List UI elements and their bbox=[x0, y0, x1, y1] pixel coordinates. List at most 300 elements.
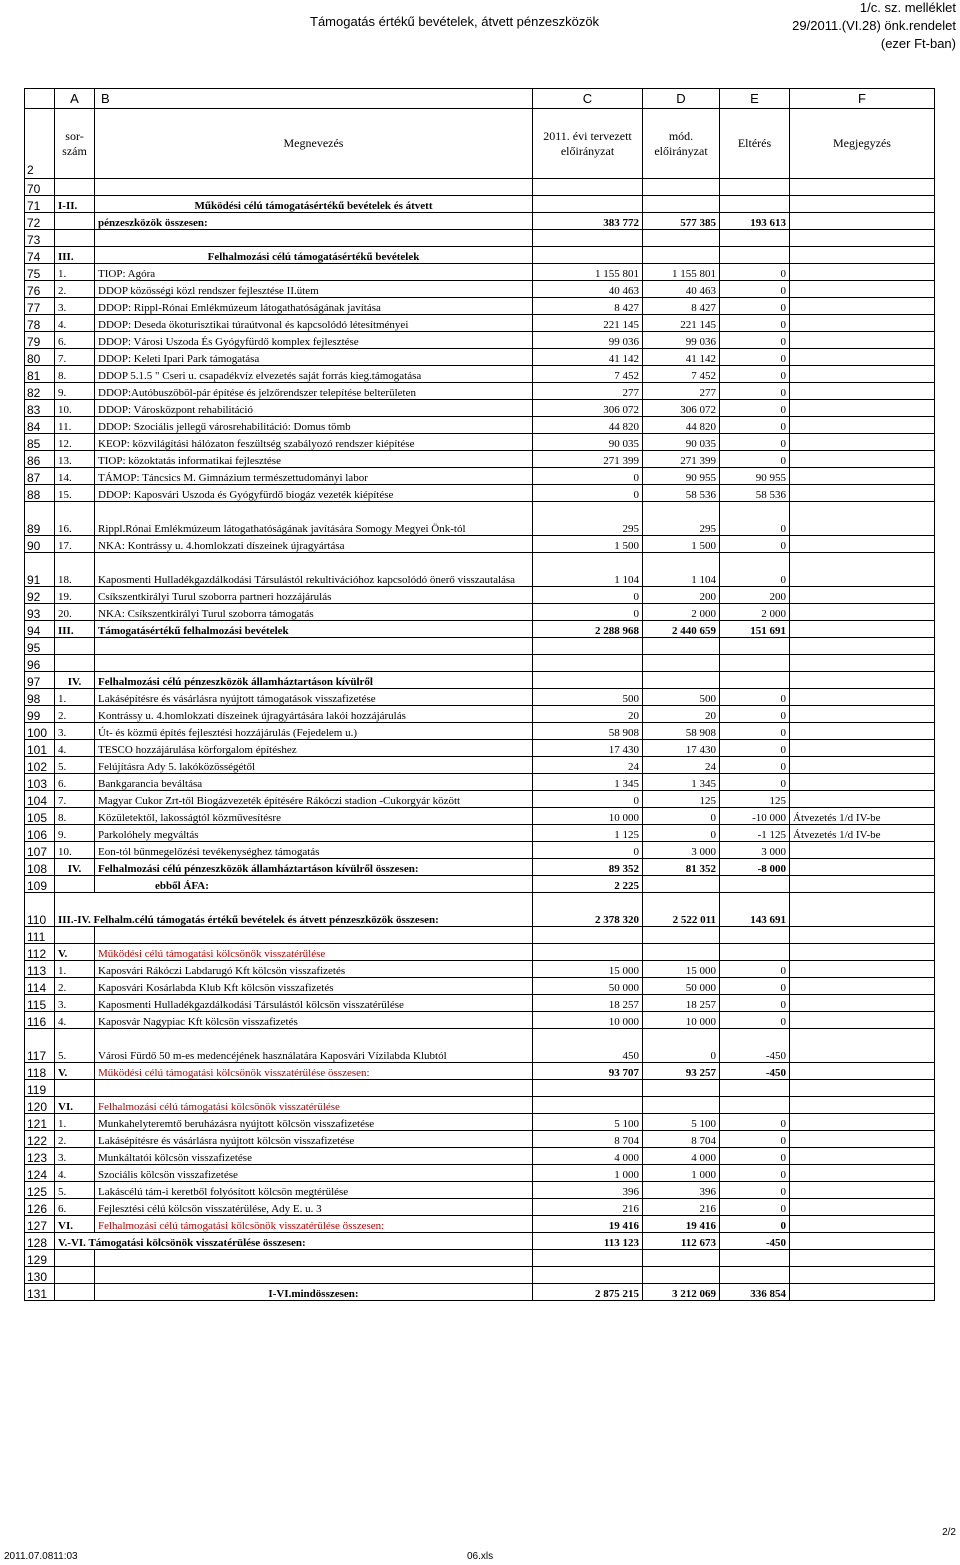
cell-mod: 396 bbox=[643, 1182, 720, 1199]
row-number: 94 bbox=[25, 621, 55, 638]
cell-sorszam: 13. bbox=[55, 451, 95, 468]
cell-mod: 200 bbox=[643, 587, 720, 604]
cell-terv: 0 bbox=[533, 604, 643, 621]
row-number: 100 bbox=[25, 723, 55, 740]
cell-megnevezes: Felhalmozási célú pénzeszközök államháztartáson kívülről bbox=[95, 672, 533, 689]
cell-mod bbox=[643, 1267, 720, 1284]
cell-elteres: 200 bbox=[720, 587, 790, 604]
cell-terv: 18 257 bbox=[533, 995, 643, 1012]
cell-sorszam: V. bbox=[55, 944, 95, 961]
cell-mod: 40 463 bbox=[643, 281, 720, 298]
cell-mod: 17 430 bbox=[643, 740, 720, 757]
cell-terv bbox=[533, 230, 643, 247]
table-row bbox=[25, 451, 935, 468]
cell-megjegyzes bbox=[790, 485, 935, 502]
cell-megnevezes: Kaposmenti Hulladékgazdálkodási Társulástól kölcsön visszatérülése bbox=[95, 995, 533, 1012]
row-number: 115 bbox=[25, 995, 55, 1012]
cell-mod bbox=[643, 230, 720, 247]
table-row bbox=[25, 927, 935, 944]
table-row bbox=[25, 1063, 935, 1080]
cell-sorszam: I-II. bbox=[55, 196, 95, 213]
cell-mod bbox=[643, 1080, 720, 1097]
cell-megnevezes: III.-IV. Felhalm.célú támogatás értékű bevételek és átvett pénzeszközök összesen: bbox=[55, 893, 533, 927]
table-row bbox=[25, 672, 935, 689]
row-number: 2 bbox=[25, 109, 55, 179]
cell-sorszam: 6. bbox=[55, 332, 95, 349]
row-number: 87 bbox=[25, 468, 55, 485]
cell-elteres: 0 bbox=[720, 1182, 790, 1199]
cell-megjegyzes bbox=[790, 1199, 935, 1216]
cell-sorszam: 1. bbox=[55, 689, 95, 706]
cell-sorszam: 2. bbox=[55, 706, 95, 723]
row-number: 120 bbox=[25, 1097, 55, 1114]
cell-elteres: 143 691 bbox=[720, 893, 790, 927]
cell-megjegyzes bbox=[790, 978, 935, 995]
cell-terv: 295 bbox=[533, 502, 643, 536]
row-number: 93 bbox=[25, 604, 55, 621]
table-row bbox=[25, 1233, 935, 1250]
cell-mod bbox=[643, 179, 720, 196]
cell-mod: 5 100 bbox=[643, 1114, 720, 1131]
table-row bbox=[25, 230, 935, 247]
cell-mod: 8 704 bbox=[643, 1131, 720, 1148]
cell-elteres: 0 bbox=[720, 1012, 790, 1029]
cell-megjegyzes bbox=[790, 315, 935, 332]
cell-elteres bbox=[720, 876, 790, 893]
cell-mod: 10 000 bbox=[643, 1012, 720, 1029]
table-row bbox=[25, 621, 935, 638]
cell-terv: 10 000 bbox=[533, 808, 643, 825]
cell-elteres bbox=[720, 638, 790, 655]
cell-terv: 396 bbox=[533, 1182, 643, 1199]
cell-terv: 0 bbox=[533, 791, 643, 808]
table-row bbox=[25, 315, 935, 332]
cell-mod: 0 bbox=[643, 1029, 720, 1063]
cell-mod: 15 000 bbox=[643, 961, 720, 978]
cell-mod bbox=[643, 247, 720, 264]
cell-mod: 3 212 069 bbox=[643, 1284, 720, 1301]
cell-sorszam: 3. bbox=[55, 995, 95, 1012]
table-row bbox=[25, 1182, 935, 1199]
row-number: 71 bbox=[25, 196, 55, 213]
cell-terv: 0 bbox=[533, 842, 643, 859]
cell-elteres bbox=[720, 655, 790, 672]
cell-megnevezes bbox=[95, 927, 533, 944]
row-number: 117 bbox=[25, 1029, 55, 1063]
cell-mod: 4 000 bbox=[643, 1148, 720, 1165]
cell-megnevezes: Bankgarancia beváltása bbox=[95, 774, 533, 791]
cell-mod: 8 427 bbox=[643, 298, 720, 315]
cell-megjegyzes bbox=[790, 1131, 935, 1148]
cell-megjegyzes bbox=[790, 281, 935, 298]
cell-terv: 1 000 bbox=[533, 1165, 643, 1182]
table-row bbox=[25, 400, 935, 417]
cell-megnevezes: Lakásépítésre és vásárlásra nyújtott támogatások visszafizetése bbox=[95, 689, 533, 706]
cell-megjegyzes bbox=[790, 893, 935, 927]
cell-sorszam bbox=[55, 1250, 95, 1267]
cell-megnevezes: Kontrássy u. 4.homlokzati díszeinek újragyártására lakói hozzájárulás bbox=[95, 706, 533, 723]
cell-elteres bbox=[720, 944, 790, 961]
cell-megnevezes: DDOP: Rippl-Rónai Emlékmúzeum látogathatóságának javítása bbox=[95, 298, 533, 315]
cell-mod: 125 bbox=[643, 791, 720, 808]
cell-terv bbox=[533, 655, 643, 672]
cell-terv bbox=[533, 179, 643, 196]
cell-megjegyzes bbox=[790, 196, 935, 213]
row-number: 121 bbox=[25, 1114, 55, 1131]
cell-megnevezes: Felhalmozási célú támogatási kölcsönök visszatérülése bbox=[95, 1097, 533, 1114]
cell-megjegyzes bbox=[790, 995, 935, 1012]
cell-megjegyzes bbox=[790, 638, 935, 655]
cell-megjegyzes: Átvezetés 1/d IV-be bbox=[790, 808, 935, 825]
row-number: 86 bbox=[25, 451, 55, 468]
cell-elteres: 0 bbox=[720, 1199, 790, 1216]
cell-elteres: 0 bbox=[720, 417, 790, 434]
cell-terv: 1 104 bbox=[533, 553, 643, 587]
cell-sorszam: 4. bbox=[55, 1012, 95, 1029]
header-terv: 2011. évi tervezett előirányzat bbox=[533, 109, 643, 179]
cell-mod: 2 440 659 bbox=[643, 621, 720, 638]
cell-megjegyzes bbox=[790, 247, 935, 264]
cell-elteres: 0 bbox=[720, 961, 790, 978]
table-row bbox=[25, 638, 935, 655]
row-number: 118 bbox=[25, 1063, 55, 1080]
cell-mod: 20 bbox=[643, 706, 720, 723]
cell-terv bbox=[533, 927, 643, 944]
cell-mod: 41 142 bbox=[643, 349, 720, 366]
cell-elteres: 336 854 bbox=[720, 1284, 790, 1301]
cell-terv: 8 704 bbox=[533, 1131, 643, 1148]
cell-elteres: 0 bbox=[720, 757, 790, 774]
table-row bbox=[25, 1165, 935, 1182]
row-number: 126 bbox=[25, 1199, 55, 1216]
cell-terv: 0 bbox=[533, 468, 643, 485]
header-mod: mód. előirányzat bbox=[643, 109, 720, 179]
cell-megjegyzes bbox=[790, 417, 935, 434]
cell-terv: 4 000 bbox=[533, 1148, 643, 1165]
cell-elteres bbox=[720, 247, 790, 264]
cell-megnevezes bbox=[95, 1080, 533, 1097]
row-number: 82 bbox=[25, 383, 55, 400]
cell-megjegyzes bbox=[790, 298, 935, 315]
cell-sorszam: 5. bbox=[55, 757, 95, 774]
cell-megjegyzes bbox=[790, 179, 935, 196]
cell-megnevezes: DDOP: Kaposvári Uszoda és Gyógyfürdő biogáz vezeték kiépítése bbox=[95, 485, 533, 502]
cell-elteres: 90 955 bbox=[720, 468, 790, 485]
cell-megnevezes: TESCO hozzájárulása körforgalom építéshez bbox=[95, 740, 533, 757]
cell-mod: 1 500 bbox=[643, 536, 720, 553]
cell-elteres: 151 691 bbox=[720, 621, 790, 638]
cell-sorszam: 3. bbox=[55, 723, 95, 740]
cell-megjegyzes bbox=[790, 1165, 935, 1182]
table-row bbox=[25, 842, 935, 859]
cell-sorszam: V. bbox=[55, 1063, 95, 1080]
row-number: 127 bbox=[25, 1216, 55, 1233]
cell-elteres: 0 bbox=[720, 978, 790, 995]
cell-terv: 2 225 bbox=[533, 876, 643, 893]
cell-sorszam: 17. bbox=[55, 536, 95, 553]
unit-label: (ezer Ft-ban) bbox=[880, 36, 956, 51]
data-table bbox=[24, 88, 935, 1301]
cell-terv: 19 416 bbox=[533, 1216, 643, 1233]
row-number: 106 bbox=[25, 825, 55, 842]
cell-megjegyzes bbox=[790, 1080, 935, 1097]
row-number: 89 bbox=[25, 502, 55, 536]
row-number: 85 bbox=[25, 434, 55, 451]
cell-megjegyzes bbox=[790, 1097, 935, 1114]
cell-megjegyzes bbox=[790, 859, 935, 876]
cell-mod: 500 bbox=[643, 689, 720, 706]
row-number: 107 bbox=[25, 842, 55, 859]
row-number: 91 bbox=[25, 553, 55, 587]
cell-megnevezes bbox=[95, 179, 533, 196]
cell-sorszam: 1. bbox=[55, 1114, 95, 1131]
table-row bbox=[25, 1114, 935, 1131]
row-number: 92 bbox=[25, 587, 55, 604]
table-row bbox=[25, 434, 935, 451]
table-row bbox=[25, 757, 935, 774]
cell-terv: 450 bbox=[533, 1029, 643, 1063]
cell-terv: 24 bbox=[533, 757, 643, 774]
cell-terv: 1 500 bbox=[533, 536, 643, 553]
cell-terv: 1 125 bbox=[533, 825, 643, 842]
cell-mod: 58 536 bbox=[643, 485, 720, 502]
table-row bbox=[25, 859, 935, 876]
row-number: 96 bbox=[25, 655, 55, 672]
cell-elteres: 0 bbox=[720, 502, 790, 536]
cell-megjegyzes bbox=[790, 621, 935, 638]
cell-terv: 89 352 bbox=[533, 859, 643, 876]
cell-mod: 1 104 bbox=[643, 553, 720, 587]
cell-mod: 216 bbox=[643, 1199, 720, 1216]
cell-sorszam: 15. bbox=[55, 485, 95, 502]
cell-megnevezes bbox=[95, 230, 533, 247]
row-number: 116 bbox=[25, 1012, 55, 1029]
cell-megnevezes: Kaposvári Kosárlabda Klub Kft kölcsön visszafizetés bbox=[95, 978, 533, 995]
cell-megjegyzes bbox=[790, 774, 935, 791]
cell-megjegyzes bbox=[790, 383, 935, 400]
cell-terv bbox=[533, 944, 643, 961]
cell-mod: 19 416 bbox=[643, 1216, 720, 1233]
cell-mod: 306 072 bbox=[643, 400, 720, 417]
table-row bbox=[25, 604, 935, 621]
table-row bbox=[25, 366, 935, 383]
cell-megnevezes: DDOP: Keleti Ipari Park támogatása bbox=[95, 349, 533, 366]
cell-megnevezes: DDOP: Városközpont rehabilitáció bbox=[95, 400, 533, 417]
table-row bbox=[25, 893, 935, 927]
cell-megnevezes: ebből ÁFA: bbox=[95, 876, 533, 893]
table-row bbox=[25, 876, 935, 893]
cell-megjegyzes bbox=[790, 366, 935, 383]
cell-megnevezes bbox=[95, 1267, 533, 1284]
cell-megnevezes: Működési célú támogatásértékű bevételek és átvett bbox=[95, 196, 533, 213]
table-row bbox=[25, 1097, 935, 1114]
cell-sorszam bbox=[55, 1080, 95, 1097]
cell-elteres: 0 bbox=[720, 332, 790, 349]
cell-megjegyzes bbox=[790, 723, 935, 740]
cell-sorszam: III. bbox=[55, 621, 95, 638]
cell-megjegyzes bbox=[790, 451, 935, 468]
cell-mod bbox=[643, 655, 720, 672]
row-number: 130 bbox=[25, 1267, 55, 1284]
cell-terv bbox=[533, 672, 643, 689]
cell-sorszam bbox=[55, 876, 95, 893]
cell-megjegyzes bbox=[790, 604, 935, 621]
cell-elteres bbox=[720, 672, 790, 689]
header-megnevezes: Megnevezés bbox=[95, 109, 533, 179]
cell-sorszam: 8. bbox=[55, 366, 95, 383]
cell-megjegyzes bbox=[790, 400, 935, 417]
cell-mod: 3 000 bbox=[643, 842, 720, 859]
cell-mod: 2 522 011 bbox=[643, 893, 720, 927]
cell-mod: 277 bbox=[643, 383, 720, 400]
cell-megjegyzes bbox=[790, 1148, 935, 1165]
cell-megjegyzes bbox=[790, 927, 935, 944]
row-number: 103 bbox=[25, 774, 55, 791]
cell-megjegyzes bbox=[790, 672, 935, 689]
col-letter-c: C bbox=[533, 89, 643, 109]
cell-megnevezes: Magyar Cukor Zrt-től Biogázvezeték építésére Rákóczi stadion -Cukorgyár között bbox=[95, 791, 533, 808]
cell-mod: 577 385 bbox=[643, 213, 720, 230]
col-letter-b: B bbox=[95, 89, 533, 109]
header-right bbox=[792, 0, 956, 53]
table-row bbox=[25, 213, 935, 230]
cell-megjegyzes bbox=[790, 655, 935, 672]
cell-megjegyzes bbox=[790, 961, 935, 978]
cell-megjegyzes bbox=[790, 1267, 935, 1284]
cell-mod: 295 bbox=[643, 502, 720, 536]
table-row bbox=[25, 1216, 935, 1233]
cell-megnevezes: Működési célú támogatási kölcsönök visszatérülése összesen: bbox=[95, 1063, 533, 1080]
cell-elteres: 0 bbox=[720, 706, 790, 723]
cell-megnevezes: Működési célú támogatási kölcsönök visszatérülése bbox=[95, 944, 533, 961]
cell-elteres: 0 bbox=[720, 1148, 790, 1165]
cell-sorszam: 12. bbox=[55, 434, 95, 451]
cell-terv: 1 345 bbox=[533, 774, 643, 791]
cell-terv: 0 bbox=[533, 485, 643, 502]
cell-sorszam: 9. bbox=[55, 383, 95, 400]
row-number: 123 bbox=[25, 1148, 55, 1165]
cell-elteres: -10 000 bbox=[720, 808, 790, 825]
cell-megjegyzes bbox=[790, 1182, 935, 1199]
row-number: 101 bbox=[25, 740, 55, 757]
cell-sorszam bbox=[55, 179, 95, 196]
cell-terv: 93 707 bbox=[533, 1063, 643, 1080]
cell-sorszam: 20. bbox=[55, 604, 95, 621]
cell-megjegyzes bbox=[790, 876, 935, 893]
cell-megnevezes: Rippl.Rónai Emlékmúzeum látogathatóságának javítására Somogy Megyei Önk-tól bbox=[95, 502, 533, 536]
cell-megjegyzes bbox=[790, 332, 935, 349]
cell-megnevezes: Felhalmozási célú támogatási kölcsönök visszatérülése összesen: bbox=[95, 1216, 533, 1233]
cell-terv: 8 427 bbox=[533, 298, 643, 315]
cell-megjegyzes bbox=[790, 1284, 935, 1301]
cell-sorszam: 9. bbox=[55, 825, 95, 842]
cell-terv: 15 000 bbox=[533, 961, 643, 978]
cell-megjegyzes bbox=[790, 706, 935, 723]
cell-sorszam: 18. bbox=[55, 553, 95, 587]
row-number: 105 bbox=[25, 808, 55, 825]
cell-mod bbox=[643, 1097, 720, 1114]
cell-megjegyzes bbox=[790, 349, 935, 366]
row-number: 125 bbox=[25, 1182, 55, 1199]
cell-elteres bbox=[720, 1267, 790, 1284]
cell-mod bbox=[643, 944, 720, 961]
cell-mod: 24 bbox=[643, 757, 720, 774]
cell-mod: 1 000 bbox=[643, 1165, 720, 1182]
cell-mod: 2 000 bbox=[643, 604, 720, 621]
col-letter-f: F bbox=[790, 89, 935, 109]
cell-terv: 41 142 bbox=[533, 349, 643, 366]
cell-sorszam: 14. bbox=[55, 468, 95, 485]
row-number: 88 bbox=[25, 485, 55, 502]
cell-megjegyzes bbox=[790, 1063, 935, 1080]
cell-mod: 18 257 bbox=[643, 995, 720, 1012]
cell-megjegyzes bbox=[790, 502, 935, 536]
cell-elteres: 0 bbox=[720, 264, 790, 281]
cell-mod: 7 452 bbox=[643, 366, 720, 383]
table-row bbox=[25, 995, 935, 1012]
table-row bbox=[25, 468, 935, 485]
cell-elteres: 0 bbox=[720, 995, 790, 1012]
cell-terv: 40 463 bbox=[533, 281, 643, 298]
cell-elteres: 3 000 bbox=[720, 842, 790, 859]
cell-megjegyzes bbox=[790, 213, 935, 230]
cell-sorszam: 2. bbox=[55, 1131, 95, 1148]
cell-sorszam: 4. bbox=[55, 1165, 95, 1182]
cell-megjegyzes bbox=[790, 230, 935, 247]
cell-megnevezes: DDOP: Szociális jellegű városrehabilitáció: Domus tömb bbox=[95, 417, 533, 434]
cell-terv bbox=[533, 247, 643, 264]
cell-mod bbox=[643, 638, 720, 655]
cell-megnevezes: TIOP: Agóra bbox=[95, 264, 533, 281]
footer-page: 2/2 bbox=[942, 1527, 956, 1538]
cell-sorszam: III. bbox=[55, 247, 95, 264]
cell-megnevezes: Támogatásértékű felhalmozási bevételek bbox=[95, 621, 533, 638]
cell-sorszam: 7. bbox=[55, 791, 95, 808]
cell-terv: 20 bbox=[533, 706, 643, 723]
cell-terv: 58 908 bbox=[533, 723, 643, 740]
cell-megnevezes: Felhalmozási célú támogatásértékű bevételek bbox=[95, 247, 533, 264]
cell-sorszam: 8. bbox=[55, 808, 95, 825]
cell-sorszam: 3. bbox=[55, 298, 95, 315]
cell-elteres: 2 000 bbox=[720, 604, 790, 621]
col-letter-a: A bbox=[55, 89, 95, 109]
cell-elteres: 125 bbox=[720, 791, 790, 808]
cell-elteres: 0 bbox=[720, 383, 790, 400]
cell-mod: 99 036 bbox=[643, 332, 720, 349]
cell-terv: 277 bbox=[533, 383, 643, 400]
row-number: 104 bbox=[25, 791, 55, 808]
cell-megjegyzes bbox=[790, 1250, 935, 1267]
cell-sorszam: 4. bbox=[55, 740, 95, 757]
row-number: 81 bbox=[25, 366, 55, 383]
cell-megjegyzes bbox=[790, 757, 935, 774]
cell-megnevezes: Lakáscélú tám-i keretből folyósított kölcsön megtérülése bbox=[95, 1182, 533, 1199]
table-row bbox=[25, 502, 935, 536]
cell-elteres bbox=[720, 1080, 790, 1097]
cell-megnevezes: Felújításra Ady 5. lakóközösségétől bbox=[95, 757, 533, 774]
cell-sorszam: VI. bbox=[55, 1216, 95, 1233]
cell-elteres: 0 bbox=[720, 1114, 790, 1131]
cell-mod bbox=[643, 672, 720, 689]
cell-megnevezes: Fejlesztési célú kölcsön visszatérülése, Ady E. u. 3 bbox=[95, 1199, 533, 1216]
cell-sorszam: 10. bbox=[55, 842, 95, 859]
table-row bbox=[25, 247, 935, 264]
cell-terv: 1 155 801 bbox=[533, 264, 643, 281]
row-number: 99 bbox=[25, 706, 55, 723]
cell-mod bbox=[643, 927, 720, 944]
cell-mod: 90 035 bbox=[643, 434, 720, 451]
cell-megnevezes: Lakásépítésre és vásárlásra nyújtott kölcsön visszafizetése bbox=[95, 1131, 533, 1148]
